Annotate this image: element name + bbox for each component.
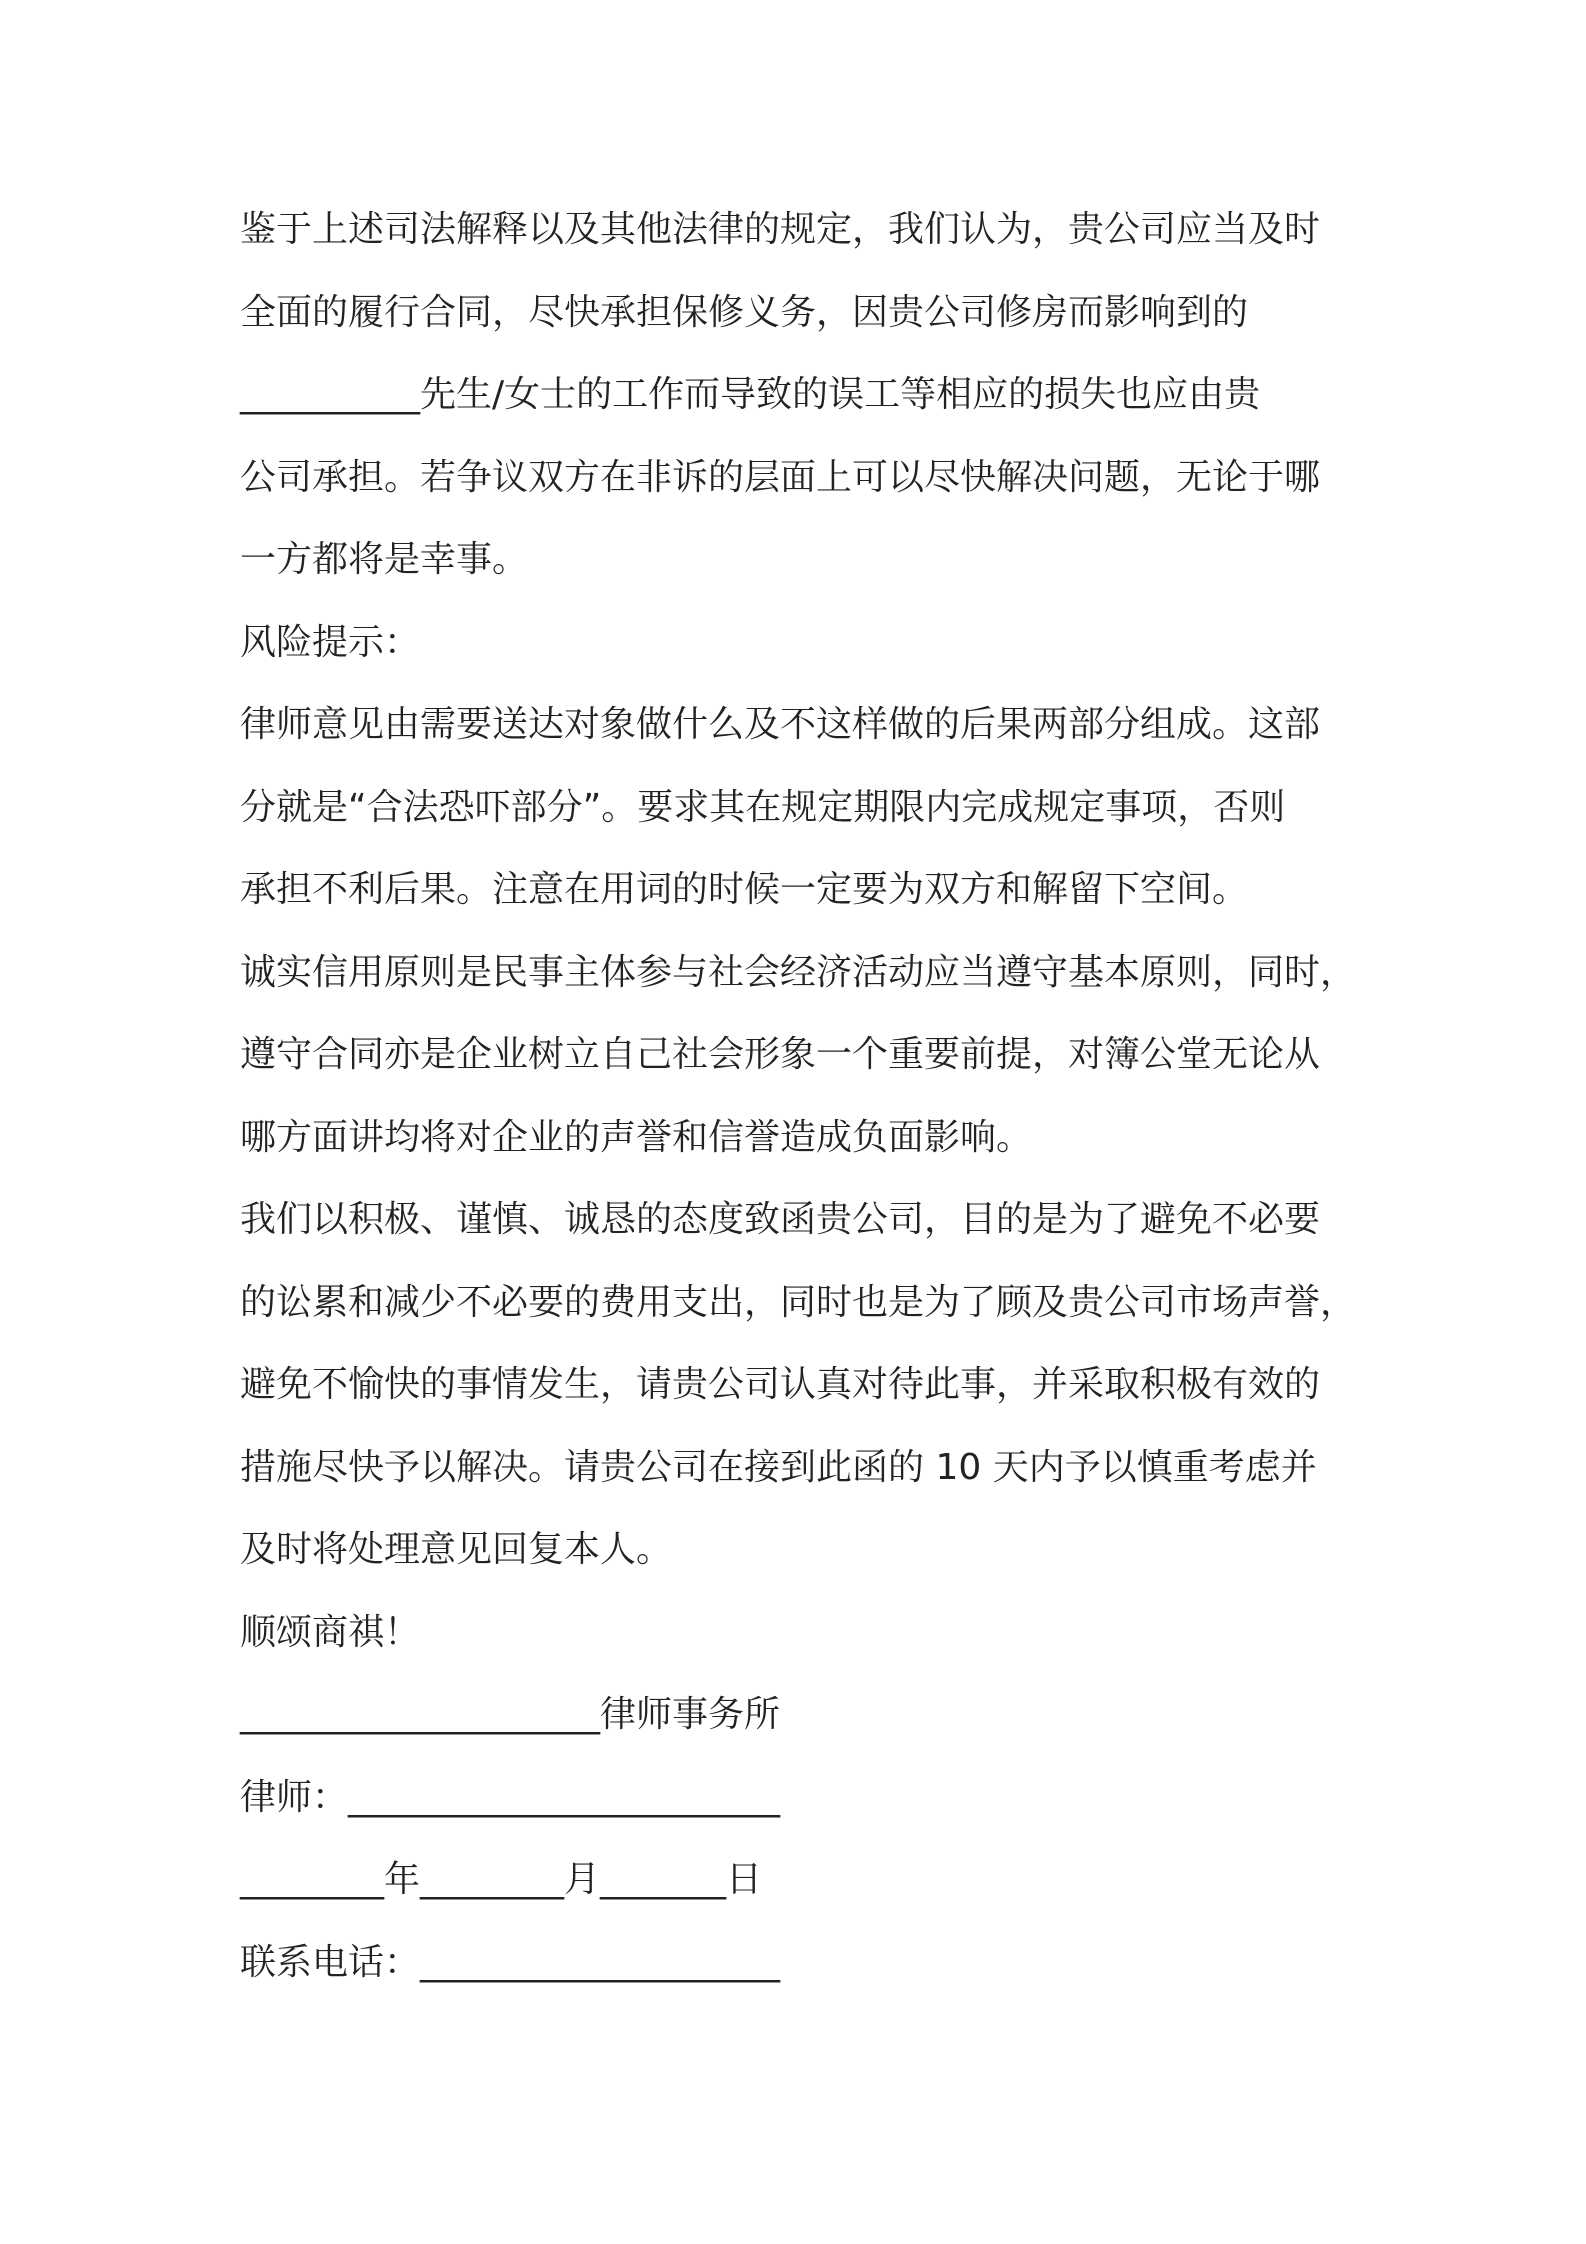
- paragraph-line: 鉴于上述司法解释以及其他法律的规定，我们认为，贵公司应当及时: [240, 209, 1321, 250]
- paragraph-line: 承担不利后果。注意在用词的时候一定要为双方和解留下空间。: [240, 869, 1249, 910]
- paragraph-line: 全面的履行合同，尽快承担保修义务，因贵公司修房而影响到的: [240, 291, 1249, 333]
- paragraph-line: 分就是“合法恐吓部分”。要求其在规定期限内完成规定事项，否则: [240, 786, 1286, 828]
- paragraph-line: __________先生/女士的工作而导致的误工等相应的损失也应由贵: [240, 374, 1261, 415]
- paragraph-line: 一方都将是幸事。: [240, 539, 529, 580]
- signature-date: ________年________月_______日: [240, 1859, 762, 1900]
- paragraph-line: 公司承担。若争议双方在非诉的层面上可以尽快解决问题，无论于哪: [240, 456, 1321, 498]
- letter-body: [240, 198, 1380, 2013]
- paragraph-line: 我们以积极、谨慎、诚恳的态度致函贵公司，目的是为了避免不必要: [240, 1199, 1321, 1240]
- paragraph-line: 措施尽快予以解决。请贵公司在接到此函的 10 天内予以慎重考虑并: [240, 1446, 1317, 1488]
- paragraph-line: 哪方面讲均将对企业的声誉和信誉造成负面影响。: [240, 1116, 1033, 1158]
- signature-law-firm: ____________________律师事务所: [240, 1694, 781, 1735]
- paragraph-line: 诚实信用原则是民事主体参与社会经济活动应当遵守基本原则，同时，: [240, 951, 1357, 993]
- paragraph-line: 遵守合同亦是企业树立自己社会形象一个重要前提，对簿公堂无论从: [240, 1034, 1321, 1075]
- paragraph-line: 避免不愉快的事情发生，请贵公司认真对待此事，并采取积极有效的: [240, 1364, 1321, 1405]
- section-heading-risk-notice: 风险提示：: [240, 621, 421, 663]
- paragraph-line: 的讼累和减少不必要的费用支出，同时也是为了顾及贵公司市场声誉，: [240, 1281, 1357, 1323]
- paragraph-line: 及时将处理意见回复本人。: [240, 1529, 673, 1570]
- signature-phone: 联系电话：____________________: [240, 1941, 781, 1983]
- signature-lawyer: 律师：________________________: [240, 1776, 781, 1818]
- paragraph-line: 律师意见由需要送达对象做什么及不这样做的后果两部分组成。这部: [240, 704, 1321, 745]
- closing-salutation: 顺颂商祺！: [240, 1611, 421, 1653]
